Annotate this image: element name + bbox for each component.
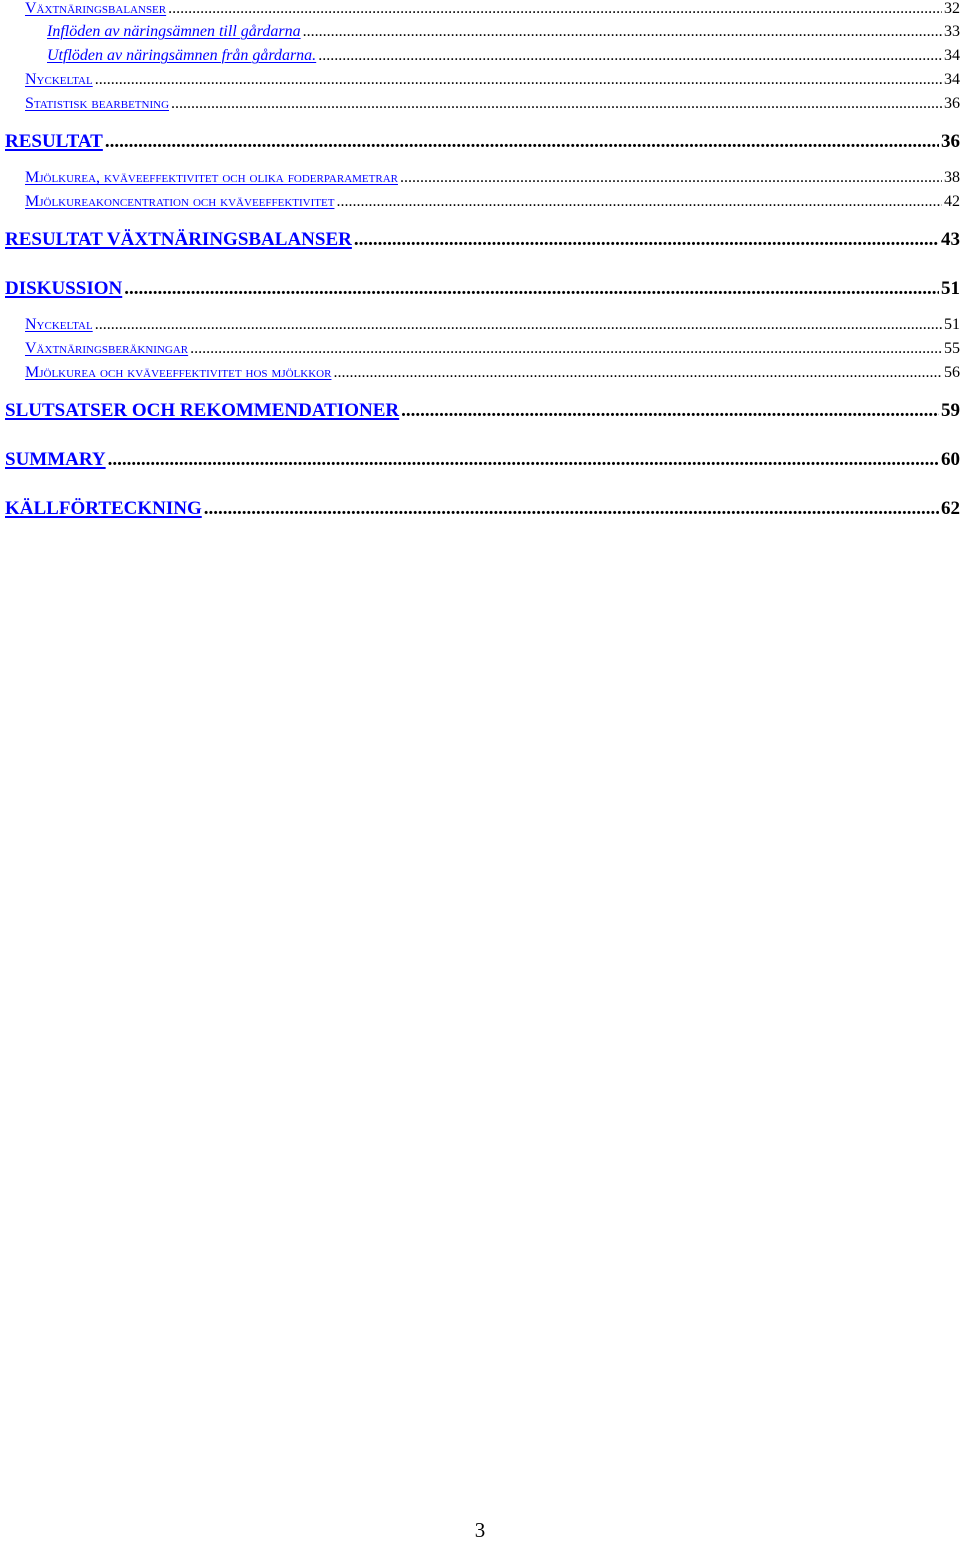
toc-link[interactable]: Inflöden av näringsämnen till gårdarna	[47, 23, 301, 40]
toc-page-number: 33	[944, 23, 960, 40]
toc-link[interactable]: SLUTSATSER OCH REKOMMENDATIONER	[5, 400, 400, 421]
toc-link[interactable]: Växtnäringsberäkningar	[25, 340, 189, 357]
toc-page-number: 43	[941, 229, 960, 250]
dot-leader	[401, 400, 939, 422]
toc-entry-slutsatser[interactable]	[5, 400, 960, 422]
dot-leader	[400, 169, 942, 187]
dot-leader	[318, 47, 942, 65]
toc-page-number: 34	[944, 71, 960, 88]
toc-entry-resultat[interactable]	[5, 131, 960, 153]
toc-page-number: 42	[944, 193, 960, 210]
dot-leader	[105, 131, 939, 153]
toc-entry-vaxtnaringsberakningar[interactable]	[25, 340, 960, 358]
toc-link[interactable]: SUMMARY	[5, 449, 106, 470]
toc-entry-mjolkurea-foderparametrar[interactable]	[25, 169, 960, 187]
toc-page-number: 32	[944, 0, 960, 17]
toc-page-number: 60	[941, 449, 960, 470]
toc-page-number: 55	[944, 340, 960, 357]
toc-entry-diskussion[interactable]	[5, 278, 960, 300]
toc-link[interactable]: RESULTAT VÄXTNÄRINGSBALANSER	[5, 229, 352, 250]
toc-page-number: 59	[941, 400, 960, 421]
toc-entry-nyckeltal[interactable]	[25, 71, 960, 89]
toc-link[interactable]: DISKUSSION	[5, 278, 123, 299]
toc-link[interactable]: Utflöden av näringsämnen från gårdarna.	[47, 47, 317, 64]
toc-page-number: 62	[941, 498, 960, 519]
toc-entry-statistisk-bearbetning[interactable]	[25, 95, 960, 113]
dot-leader	[95, 71, 942, 89]
dot-leader	[95, 316, 942, 334]
dot-leader	[108, 449, 939, 471]
toc-entry-nyckeltal-2[interactable]	[25, 316, 960, 334]
dot-leader	[333, 364, 942, 382]
toc-link[interactable]: Växtnäringsbalanser	[25, 0, 167, 17]
toc-link[interactable]: Mjölkureakoncentration och kväveeffektivitet	[25, 193, 335, 210]
toc-link[interactable]: RESULTAT	[5, 131, 103, 152]
dot-leader	[204, 498, 939, 520]
toc-page-number: 51	[944, 316, 960, 333]
toc-page-number: 34	[944, 47, 960, 64]
toc-link[interactable]: KÄLLFÖRTECKNING	[5, 498, 202, 519]
toc-entry-infloden[interactable]	[47, 23, 960, 41]
toc-entry-utfloden[interactable]	[47, 47, 960, 65]
dot-leader	[168, 0, 942, 18]
toc-page-number: 38	[944, 169, 960, 186]
toc-link[interactable]: Nyckeltal	[25, 316, 93, 333]
dot-leader	[171, 95, 942, 113]
toc-page-number: 56	[944, 364, 960, 381]
dot-leader	[336, 193, 942, 211]
toc-link[interactable]: Mjölkurea och kväveeffektivitet hos mjölkkor	[25, 364, 332, 381]
dot-leader	[124, 278, 939, 300]
toc-link[interactable]: Mjölkurea, kväveeffektivitet och olika foderparametrar	[25, 169, 398, 186]
page-number: 3	[474, 1518, 486, 1542]
toc-entry-resultat-vaxtnaringsbalanser[interactable]	[5, 229, 960, 251]
toc-link[interactable]: Nyckeltal	[25, 71, 93, 88]
toc-entry-mjolkureakoncentration[interactable]	[25, 193, 960, 211]
toc-page-number: 51	[941, 278, 960, 299]
toc-page-number: 36	[944, 95, 960, 112]
toc-page-number: 36	[941, 131, 960, 152]
toc-entry-summary[interactable]	[5, 449, 960, 471]
toc-entry-mjolkurea-mjolkkor[interactable]	[25, 364, 960, 382]
dot-leader	[190, 340, 942, 358]
toc-entry-vaxtnaringsbalanser[interactable]	[25, 0, 960, 18]
dot-leader	[303, 23, 942, 41]
toc-link[interactable]: Statistisk bearbetning	[25, 95, 170, 112]
toc-entry-kallforteckning[interactable]	[5, 498, 960, 520]
dot-leader	[354, 229, 939, 251]
